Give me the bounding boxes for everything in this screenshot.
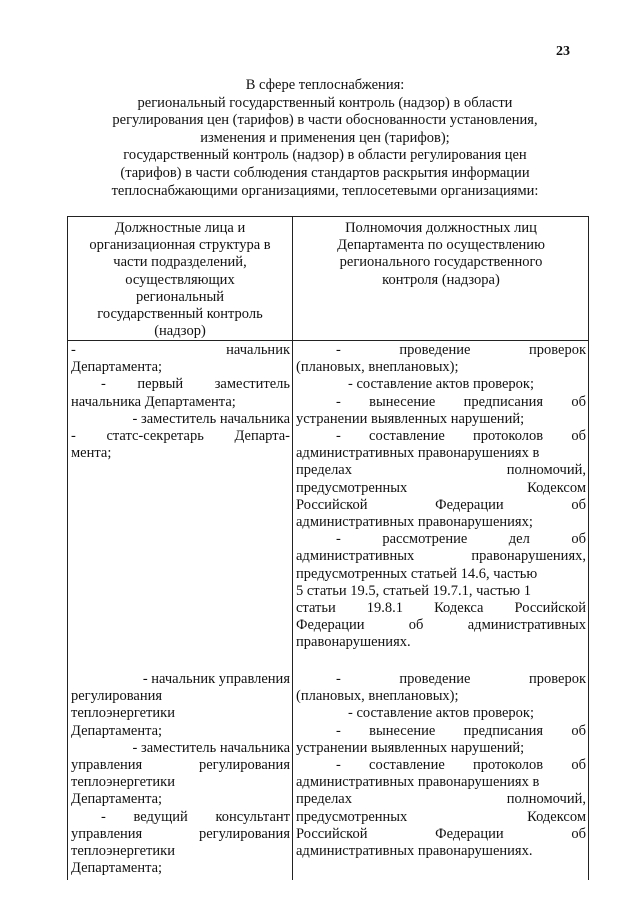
heading-line: изменения и применения цен (тарифов); (200, 129, 450, 146)
text-line: 5 статьи 19.5, статьей 19.7.1, частью 1 (296, 582, 531, 599)
text-line: теплоэнергетики (71, 705, 175, 722)
heading-line: регулирования цен (тарифов) в части обоснованности установления, (112, 112, 538, 129)
powers-group-2 (296, 671, 586, 860)
text-line: Департамента; (71, 722, 163, 739)
text-line: Федерации об административных (296, 617, 586, 634)
text-line: Департамента; (71, 860, 163, 877)
text-line: теплоэнергетики (71, 843, 175, 860)
officials-group-1 (71, 342, 290, 462)
header-line: (надзор) (154, 323, 206, 340)
text-line: административных правонарушениях в (296, 774, 540, 791)
text-line: административных правонарушениях. (296, 843, 533, 860)
text-line: - проведение проверок (336, 671, 586, 687)
text-line: - начальник управления (142, 671, 290, 687)
heading-line: государственный контроль (надзор) в области регулирования цен (123, 147, 527, 164)
text-line: - составление протоколов об (336, 757, 586, 774)
text-line: (плановых, внеплановых); (296, 688, 459, 705)
header-line: Департамента по осуществлению (337, 237, 545, 254)
text-line: предусмотренных Кодексом (296, 479, 586, 496)
header-officials (72, 220, 288, 340)
text-line: - составление актов проверок; (348, 376, 534, 393)
text-line: предусмотренных Кодексом (296, 808, 586, 825)
text-line: - составление актов проверок; (348, 705, 534, 722)
header-line: государственный контроль (97, 306, 263, 323)
text-line: Российской Федерации об (296, 825, 586, 842)
text-line: устранении выявленных нарушений; (296, 739, 525, 756)
text-line: мента; (71, 445, 112, 462)
text-line: регулирования (71, 688, 163, 705)
section-heading (90, 77, 560, 200)
text-line: - ведущий консультант (101, 808, 290, 825)
heading-line: теплоснабжающими организациями, теплосетевыми организациями: (111, 182, 539, 199)
text-line: статьи 19.8.1 Кодекса Российской (296, 600, 586, 617)
text-line: - первый заместитель (101, 376, 290, 393)
text-line: - рассмотрение дел об (336, 531, 586, 548)
text-line: - вынесение предписания об (336, 393, 586, 410)
authority-table (67, 216, 589, 880)
header-line: регионального государственного (339, 254, 543, 271)
heading-line: В сфере теплоснабжения: (245, 77, 405, 93)
text-line: Департамента; (71, 791, 163, 808)
text-line: пределах полномочий, (296, 462, 586, 479)
header-line: организационная структура в (89, 237, 271, 254)
text-line: - начальник (71, 342, 290, 358)
text-line: управления регулирования (71, 757, 290, 774)
officials-group-2 (71, 671, 290, 877)
text-line: административных правонарушениях; (296, 514, 533, 531)
text-line: управления регулирования (71, 825, 290, 842)
text-line: теплоэнергетики (71, 774, 175, 791)
page-number: 23 (556, 44, 570, 59)
header-line: осуществляющих (125, 271, 235, 288)
powers-group-1 (296, 342, 586, 652)
text-line: правонарушениях. (296, 634, 411, 651)
text-line: предусмотренных статьей 14.6, частью (296, 565, 538, 582)
header-powers (298, 220, 584, 289)
text-line: Российской Федерации об (296, 496, 586, 513)
text-line: - статс-секретарь Департа- (71, 428, 290, 445)
header-line: Полномочия должностных лиц (345, 220, 537, 236)
text-line: административных правонарушениях в (296, 445, 540, 462)
text-line: устранении выявленных нарушений; (296, 410, 525, 427)
text-line: - заместитель начальника (132, 410, 290, 427)
heading-line: региональный государственный контроль (надзор) в области (137, 94, 513, 111)
text-line: Департамента; (71, 359, 163, 376)
column-divider (292, 217, 293, 880)
text-line: административных правонарушениях, (296, 548, 586, 565)
header-line: региональный (135, 288, 225, 305)
text-line: - составление протоколов об (336, 428, 586, 445)
heading-line: (тарифов) в части соблюдения стандартов раскрытия информации (120, 164, 530, 181)
text-line: (плановых, внеплановых); (296, 359, 459, 376)
text-line: пределах полномочий, (296, 791, 586, 808)
text-line: начальника Департамента; (71, 393, 236, 410)
header-line: Должностные лица и (114, 220, 246, 236)
header-line: контроля (надзора) (382, 271, 500, 288)
text-line: - проведение проверок (336, 342, 586, 358)
text-line: - заместитель начальника (132, 739, 290, 756)
header-line: части подразделений, (113, 254, 247, 271)
text-line: - вынесение предписания об (336, 722, 586, 739)
